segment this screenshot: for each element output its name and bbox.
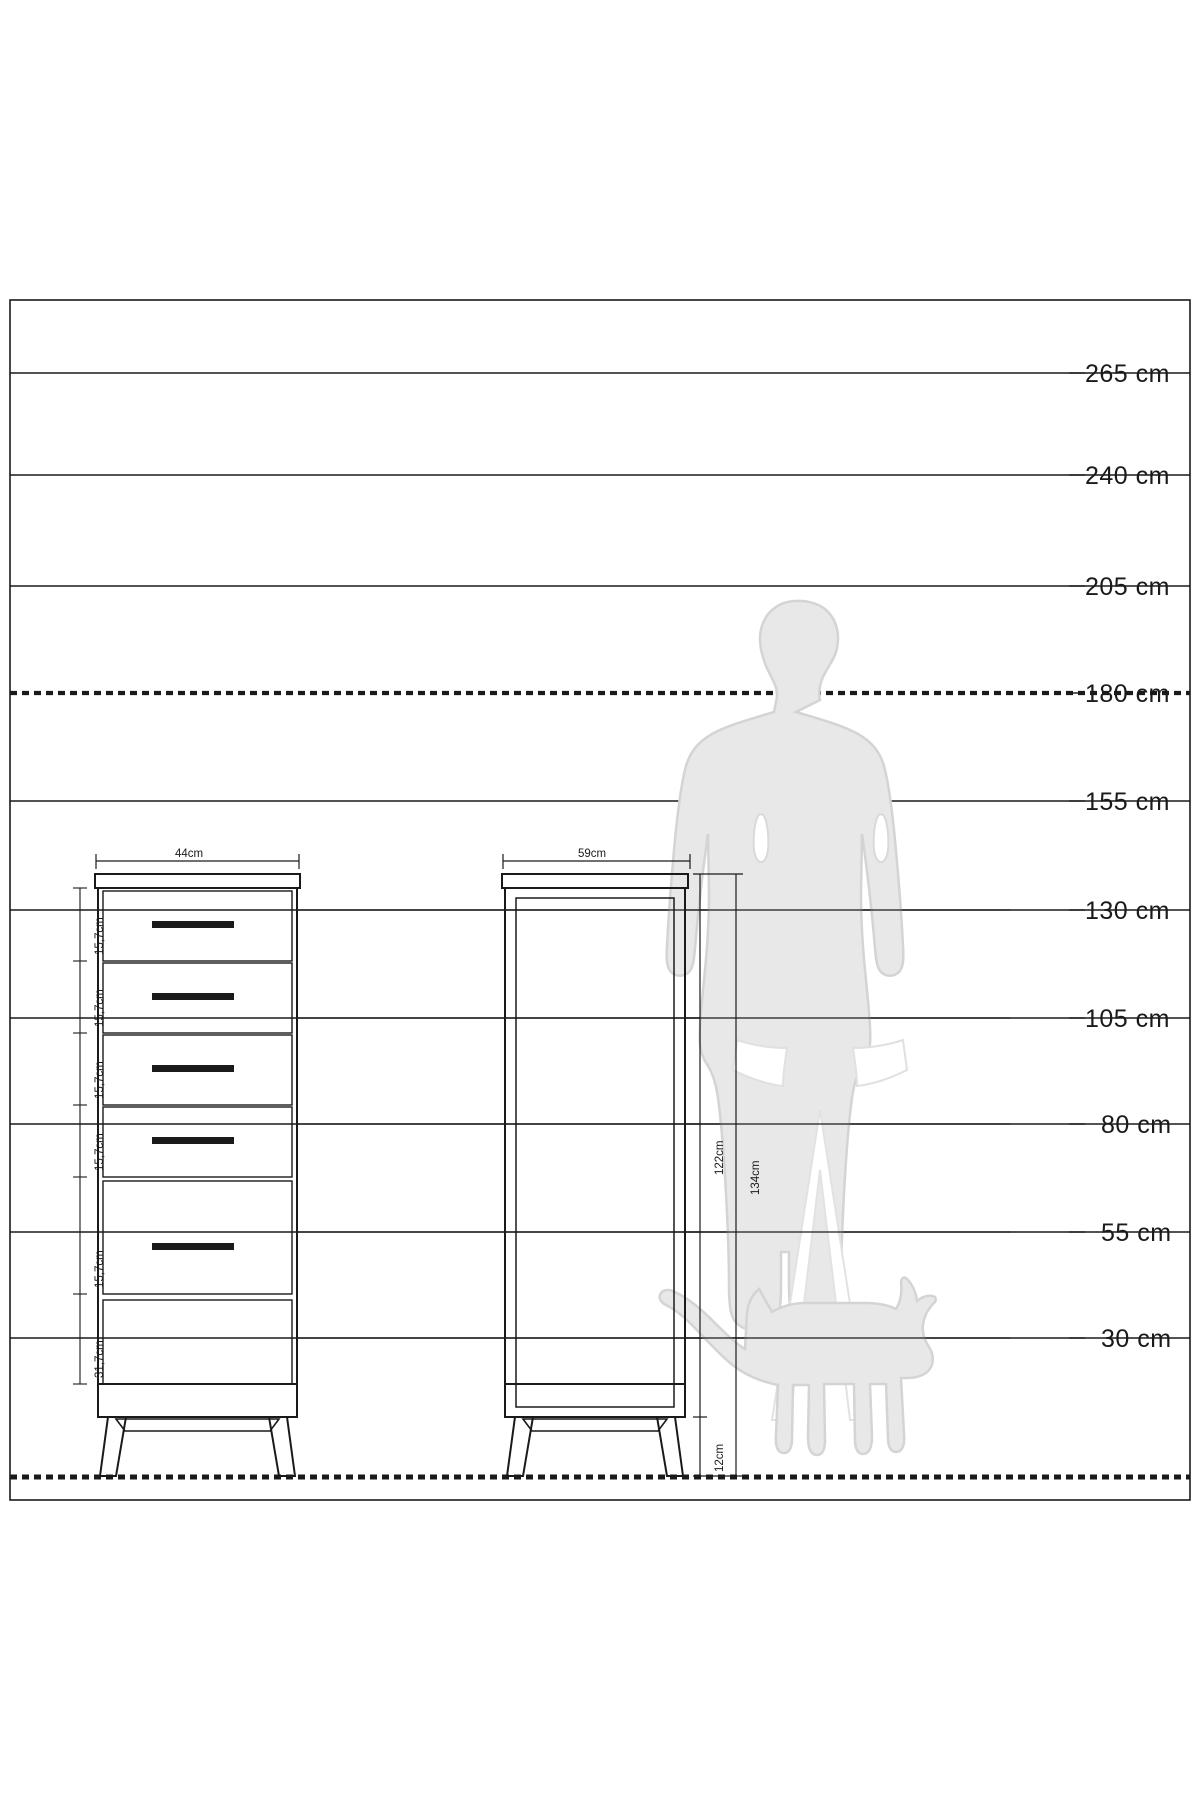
cabinet-left xyxy=(73,854,700,1476)
person-silhouette xyxy=(667,601,907,1420)
cabinet-left-leg-rail xyxy=(116,1419,279,1431)
scale-label-180: 180 cm xyxy=(1085,680,1170,708)
person-pocket-right xyxy=(853,1040,907,1086)
drawer-handle-4 xyxy=(152,1137,234,1144)
cabinet-right-plinth xyxy=(505,1384,685,1417)
drawer-height-label-1: 15,7cm xyxy=(94,917,106,955)
cabinet-left-base-panel xyxy=(103,1300,292,1384)
cabinet-right-leg-rail xyxy=(523,1419,667,1431)
cabinet-right-top-board xyxy=(502,874,688,888)
drawer-height-label-4: 15,7cm xyxy=(94,1133,106,1171)
scale-ticks xyxy=(1069,373,1085,1338)
scale-label-105: 105 cm xyxy=(1085,1005,1170,1033)
diagram-frame xyxy=(10,300,1190,1500)
drawer-height-label-5: 15,7cm xyxy=(94,1250,106,1288)
person-arm-gap-left xyxy=(754,814,769,862)
scale-label-265: 265 cm xyxy=(1085,360,1170,388)
drawer-5 xyxy=(103,1181,292,1294)
drawer-height-label-3: 15,7cm xyxy=(94,1061,106,1099)
cabinet-right-door xyxy=(516,898,674,1407)
drawer-handle-1 xyxy=(152,921,234,928)
cat-body xyxy=(660,1278,936,1455)
cabinet-right-total-height-label: 134cm xyxy=(750,1160,762,1195)
scale-label-55: 55 cm xyxy=(1101,1219,1172,1247)
scale-label-130: 130 cm xyxy=(1085,897,1170,925)
scale-label-30: 30 cm xyxy=(1101,1325,1172,1353)
drawer-handle-5 xyxy=(152,1243,234,1250)
cabinet-right-height-label: 122cm xyxy=(714,1140,726,1175)
drawer-handle-3 xyxy=(152,1065,234,1072)
scale-label-240: 240 cm xyxy=(1085,462,1170,490)
cabinet-right-leg-height-label: 12cm xyxy=(714,1443,726,1472)
drawer-height-label-2: 15,7cm xyxy=(94,989,106,1027)
cat-silhouette xyxy=(660,1278,936,1455)
cabinet-right-width-label: 59cm xyxy=(578,848,607,860)
person-body xyxy=(667,601,904,1330)
cabinet-left-width-label: 44cm xyxy=(175,848,204,860)
scale-label-80: 80 cm xyxy=(1101,1111,1172,1139)
drawer-height-label-6: 31,7cm xyxy=(94,1340,106,1378)
cabinet-left-top-board xyxy=(95,874,300,888)
scale-label-155: 155 cm xyxy=(1085,788,1170,816)
scale-label-205: 205 cm xyxy=(1085,573,1170,601)
drawer-handle-2 xyxy=(152,993,234,1000)
cabinet-left-plinth xyxy=(98,1384,297,1417)
person-arm-gap-right xyxy=(874,814,889,862)
